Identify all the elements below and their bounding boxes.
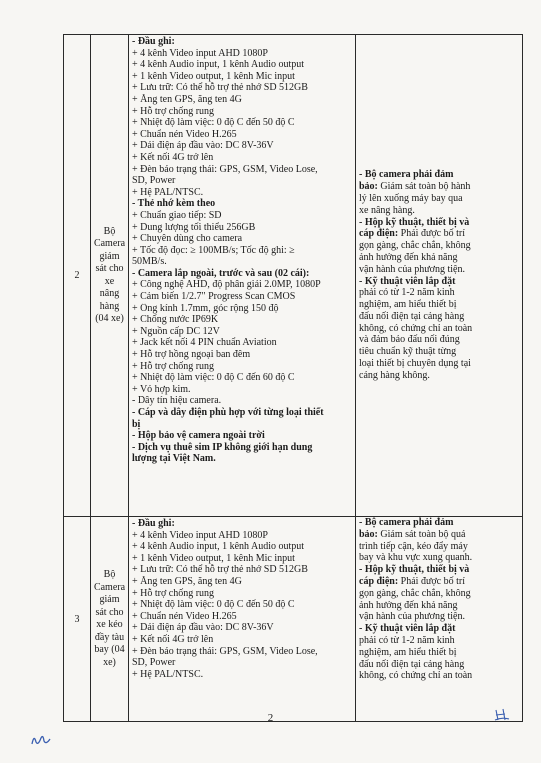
spec-line: + Nhiệt độ làm việc: 0 độ C đến 60 độ C bbox=[132, 372, 295, 384]
requirement-heading: - Kỹ thuật viên lắp đặt bbox=[359, 275, 456, 287]
requirement-line: ảnh hưởng đến khả năng bbox=[359, 251, 458, 263]
item-name-line: nâng bbox=[99, 288, 120, 299]
row-number: 3 bbox=[64, 517, 91, 722]
spec-heading: - Đầu ghi: bbox=[132, 518, 175, 529]
spec-table bbox=[63, 34, 523, 722]
item-name-line: giám bbox=[99, 594, 120, 605]
spec-line: + Đèn báo trạng thái: GPS, GSM, Video Lose, bbox=[132, 163, 318, 175]
requirement-line: vận hành của phương tiện. bbox=[359, 611, 465, 623]
spec-line: + Tốc độ đọc: ≥ 100MB/s; Tốc độ ghi: ≥ bbox=[132, 244, 295, 256]
requirement-heading: - Bộ camera phải đảm bbox=[359, 517, 454, 528]
requirement-heading: - Kỹ thuật viên lắp đặt bbox=[359, 623, 456, 635]
spec-line: + Công nghệ AHD, độ phân giải 2.0MP, 1080P bbox=[132, 279, 321, 291]
item-name-line: xe bbox=[104, 275, 115, 287]
requirement-line: gọn gàng, chắc chắn, không bbox=[359, 587, 471, 599]
handwritten-initials-left bbox=[30, 732, 52, 749]
spec-line: + Ống kính 1.7mm, góc rộng 150 độ bbox=[132, 302, 279, 314]
spec-cell bbox=[129, 517, 356, 722]
spec-line: + 4 kênh Video input AHD 1080P bbox=[132, 529, 268, 541]
requirement-heading: - Hộp kỹ thuật, thiết bị và bbox=[359, 564, 470, 576]
item-name-line: hàng bbox=[99, 300, 120, 312]
spec-line: SD, Power bbox=[132, 175, 176, 187]
spec-line: + Hỗ trợ hồng ngoại ban đêm bbox=[132, 349, 251, 361]
spec-line: + Chuẩn giao tiếp: SD bbox=[132, 209, 222, 221]
requirement-line: cáp điện: Phải được bố trí bbox=[359, 575, 465, 587]
spec-heading: - Camera lắp ngoài, trước và sau (02 cái): bbox=[132, 267, 310, 279]
item-name-line: Bộ bbox=[103, 569, 116, 580]
spec-heading: bị bbox=[132, 418, 141, 430]
spec-line: + 4 kênh Audio input, 1 kênh Audio output bbox=[132, 541, 305, 553]
spec-line: - Dây tín hiệu camera. bbox=[132, 395, 222, 407]
spec-line: 50MB/s. bbox=[132, 256, 167, 268]
requirement-line: đấu nối điện tại cảng hàng bbox=[359, 310, 465, 322]
item-name-line: (04 xe) bbox=[95, 313, 124, 324]
spec-line: + Lưu trữ: Có thể hỗ trợ thẻ nhớ SD 512GB bbox=[132, 82, 308, 94]
requirement-line: bảo: Giám sát toàn bộ quá bbox=[359, 528, 466, 540]
spec-line: + 1 kênh Video output, 1 kênh Mic input bbox=[132, 70, 295, 82]
requirement-line: ảnh hưởng đến khả năng bbox=[359, 599, 458, 611]
requirement-line: cáp điện: Phải được bố trí bbox=[359, 228, 465, 240]
spec-line: + Chuẩn nén Video H.265 bbox=[132, 610, 237, 622]
spec-line: + Hệ PAL/NTSC. bbox=[132, 186, 204, 198]
item-name-line: Camera bbox=[93, 238, 126, 249]
spec-line: + Nguồn cấp DC 12V bbox=[132, 325, 220, 337]
requirement-line: không, có chứng chỉ an toàn bbox=[359, 322, 473, 334]
spec-heading: - Hộp bảo vệ camera ngoài trời bbox=[132, 430, 265, 442]
spec-line: + Hỗ trợ chống rung bbox=[132, 105, 215, 117]
spec-line: + 4 kênh Video input AHD 1080P bbox=[132, 47, 268, 59]
item-name-line: xe kéo bbox=[96, 619, 123, 630]
requirement-heading: - Bộ camera phải đảm bbox=[359, 169, 454, 181]
requirement-cell bbox=[356, 35, 523, 517]
page-number: 2 bbox=[267, 712, 274, 724]
handwritten-initials-right bbox=[493, 708, 511, 725]
spec-line: + 1 kênh Video output, 1 kênh Mic input bbox=[132, 552, 295, 564]
spec-line: SD, Power bbox=[132, 657, 176, 669]
spec-heading: - Đầu ghi: bbox=[132, 36, 175, 47]
spec-line: + Dung lượng tối thiểu 256GB bbox=[132, 221, 256, 233]
spec-line: + Kết nối 4G trở lên bbox=[132, 633, 214, 645]
item-name-line: đầy tàu bbox=[94, 631, 125, 643]
requirement-cell bbox=[356, 517, 523, 722]
spec-line: + Nhiệt độ làm việc: 0 độ C đến 50 độ C bbox=[132, 599, 295, 611]
requirement-line: nghiệm, am hiểu thiết bị bbox=[359, 299, 457, 311]
spec-line: + Kết nối 4G trở lên bbox=[132, 151, 214, 163]
item-name-line: Camera bbox=[93, 581, 126, 593]
item-name bbox=[91, 35, 129, 517]
requirement-line: cảng hàng không. bbox=[359, 369, 430, 381]
spec-line: + Cảm biến 1/2.7" Progress Scan CMOS bbox=[132, 291, 296, 303]
spec-line: + Hệ PAL/NTSC. bbox=[132, 668, 204, 680]
requirement-line: và đảm bảo đấu nối đúng bbox=[359, 334, 460, 346]
item-name-line: Bộ bbox=[103, 225, 116, 237]
item-name-line: sát cho bbox=[95, 263, 124, 274]
item-name-line: xe) bbox=[103, 656, 116, 668]
requirement-line: phải có từ 1-2 năm kinh bbox=[359, 287, 455, 299]
requirement-line: đấu nối điện tại cảng hàng bbox=[359, 658, 465, 670]
spec-line: + Vỏ hợp kim. bbox=[132, 383, 191, 395]
spec-cell bbox=[129, 35, 356, 517]
spec-line: + 4 kênh Audio input, 1 kênh Audio output bbox=[132, 59, 305, 71]
requirement-line: tiêu chuẩn kỹ thuật từng bbox=[359, 346, 457, 358]
spec-line: + Hỗ trợ chống rung bbox=[132, 587, 215, 599]
spec-line: + Hỗ trợ chống rung bbox=[132, 360, 215, 372]
table-row bbox=[64, 517, 523, 722]
spec-line: + Chuyên dùng cho camera bbox=[132, 233, 243, 245]
spec-line: + Chống nước IP69K bbox=[132, 314, 219, 326]
spec-line: + Dải điện áp đầu vào: DC 8V-36V bbox=[132, 140, 274, 152]
spec-heading: - Cáp và dây điện phù hợp với từng loại thiết bbox=[132, 407, 324, 418]
requirement-line: không, có chứng chỉ an toàn bbox=[359, 670, 473, 682]
row-number: 2 bbox=[64, 35, 91, 517]
spec-heading: - Dịch vụ thuê sim IP không giới hạn dung bbox=[132, 441, 313, 453]
spec-line: + Ăng ten GPS, ăng ten 4G bbox=[132, 93, 242, 105]
spec-line: + Jack kết nối 4 PIN chuẩn Aviation bbox=[132, 337, 277, 349]
requirement-line: lý lên xuống máy bay qua bbox=[359, 192, 463, 204]
requirement-line: bay và khu vực xung quanh. bbox=[359, 552, 473, 564]
spec-heading: - Thẻ nhớ kèm theo bbox=[132, 198, 216, 210]
item-name-line: bay (04 bbox=[94, 644, 125, 655]
item-name-line: sát cho bbox=[95, 606, 124, 618]
spec-heading: lượng tại Việt Nam. bbox=[132, 453, 216, 465]
spec-line: + Lưu trữ: Có thể hỗ trợ thẻ nhớ SD 512GB bbox=[132, 564, 308, 576]
requirement-line: bảo: Giám sát toàn bộ hành bbox=[359, 181, 471, 193]
requirement-line: phải có từ 1-2 năm kinh bbox=[359, 634, 455, 646]
requirement-line: loại thiết bị chuyên dụng tại bbox=[359, 358, 471, 370]
requirement-line: vận hành của phương tiện. bbox=[359, 263, 465, 275]
spec-line: + Ăng ten GPS, ăng ten 4G bbox=[132, 575, 242, 587]
requirement-line: xe nâng hàng. bbox=[359, 204, 415, 216]
spec-line: + Dải điện áp đầu vào: DC 8V-36V bbox=[132, 622, 274, 634]
spec-line: + Chuẩn nén Video H.265 bbox=[132, 128, 237, 140]
item-name-line: giám bbox=[99, 250, 120, 262]
spec-line: + Nhiệt độ làm việc: 0 độ C đến 50 độ C bbox=[132, 117, 295, 129]
requirement-line: nghiệm, am hiểu thiết bị bbox=[359, 646, 457, 658]
requirement-line: trình tiếp cận, kéo đẩy máy bbox=[359, 540, 468, 552]
item-name bbox=[91, 517, 129, 722]
spec-line: + Đèn báo trạng thái: GPS, GSM, Video Lose, bbox=[132, 645, 318, 657]
table-row bbox=[64, 35, 523, 517]
requirement-heading: - Hộp kỹ thuật, thiết bị và bbox=[359, 216, 470, 228]
requirement-line: gọn gàng, chắc chắn, không bbox=[359, 240, 471, 252]
